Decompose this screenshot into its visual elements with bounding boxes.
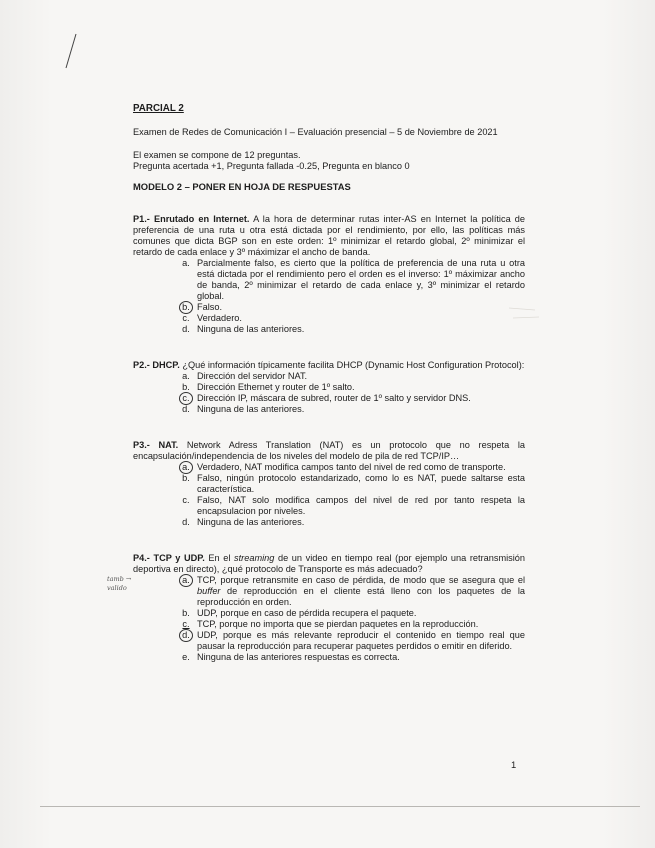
question-p4 [107,553,526,663]
model-heading: MODELO 2 – PONER EN HOJA DE RESPUESTAS [133,181,351,192]
question-text: P4.- TCP y UDP. En el streaming de un video en tiempo real (por ejemplo una retransmisión deportiva en directo), ¿qué protocolo de Transporte es más adecuado? [133,553,526,574]
option-a-circled[interactable]: a. Verdadero, NAT modifica campos tanto del nivel de red como de transporte. [133,462,525,473]
question-text: P1.- Enrutado en Internet. A la hora de determinar rutas inter-AS en Internet la política de preferencia de una ruta u otra está dictada por el rendimiento, por ello, las políticas más comunes que dicta BGP son en este orden: 1º minimizar el retardo global, 2º minimizar el retardo de cada enlace y 3º máximizar el ancho de banda. [133,214,526,257]
question-p2 [133,360,525,415]
answer-options [107,575,525,663]
question-text: P2.- DHCP. ¿Qué información típicamente facilita DHCP (Dynamic Host Configuration Protocol): [133,360,525,370]
exam-content [107,103,526,663]
pen-stroke-mark [64,32,78,72]
option-e[interactable]: e. Ninguna de las anteriores respuestas es correcta. [182,652,400,662]
option-b-circled[interactable]: b. Falso. [133,302,525,313]
option-c[interactable]: c. Falso, NAT solo modifica campos del nivel de red por tanto respeta la encapsulacion por niveles. [182,495,525,516]
option-d-circled[interactable]: d. UDP, porque es más relevante reproducir el contenido en tiempo real que pausar la reproducción para recuperar paquetes perdidos o emitir en diferido. [133,630,525,652]
option-b[interactable]: b. UDP, porque en caso de pérdida recupera el paquete. [182,608,417,618]
scan-edge-line [40,806,640,807]
arrow-icon: → [125,575,132,583]
question-number: P1.- Enrutado en Internet. [133,214,250,224]
page-number: 1 [511,759,517,770]
option-c[interactable]: c. TCP, porque no importa que se pierdan paquetes en la reproducción. [182,619,479,629]
option-d[interactable]: d. Ninguna de las anteriores. [182,517,305,527]
option-a-circled[interactable]: tamb → valido a. TCP, porque retransmite en caso de pérdida, de modo que se asegura que el buffer de reproducción en el cliente está lleno con los paquetes de la reproducción en orden. [107,575,525,607]
option-a[interactable]: a. Parcialmente falso, es cierto que la política de preferencia de una ruta u otra está dictada por el rendimiento pero el orden es el inverso: 1º máximizar ancho de banda, 2º minimizar el retardo de cada enlace y, 3º minimizar el retardo global. [182,258,525,301]
option-d[interactable]: d. Ninguna de las anteriores. [182,324,305,334]
option-c-circled[interactable]: c. Dirección IP, máscara de subred, router de 1º salto y servidor DNS. [133,393,525,404]
option-b[interactable]: b. Dirección Ethernet y router de 1º salto. [182,382,355,392]
question-number: P3.- NAT. [133,440,179,450]
option-b[interactable]: b. Falso, ningún protocolo estandarizado, como lo es NAT, puede saltarse esta característica. [182,473,525,494]
question-p1 [133,214,525,335]
question-p3 [133,440,525,528]
answer-options [133,258,525,335]
option-d[interactable]: d. Ninguna de las anteriores. [182,404,305,414]
answer-options [133,462,525,528]
option-a[interactable]: a. Dirección del servidor NAT. [182,371,308,381]
question-number: P2.- DHCP. [133,360,180,370]
exam-scoring: Pregunta acertada +1, Pregunta fallada -0.25, Pregunta en blanco 0 [133,161,410,171]
question-number: P4.- TCP y UDP. [133,553,205,563]
exam-composition: El examen se compone de 12 preguntas. [133,150,301,160]
handwritten-note: tamb → valido [107,575,132,592]
exam-description: Examen de Redes de Comunicación I – Evaluación presencial – 5 de Noviembre de 2021 [133,127,498,137]
page-title: PARCIAL 2 [133,103,184,114]
option-c[interactable]: c. Verdadero. [182,313,242,323]
question-text: P3.- NAT. Network Adress Translation (NAT) es un protocolo que no respeta la encapsulación/independencia de los niveles del modelo de pila de red TCP/IP… [133,440,525,461]
answer-options [133,371,525,415]
